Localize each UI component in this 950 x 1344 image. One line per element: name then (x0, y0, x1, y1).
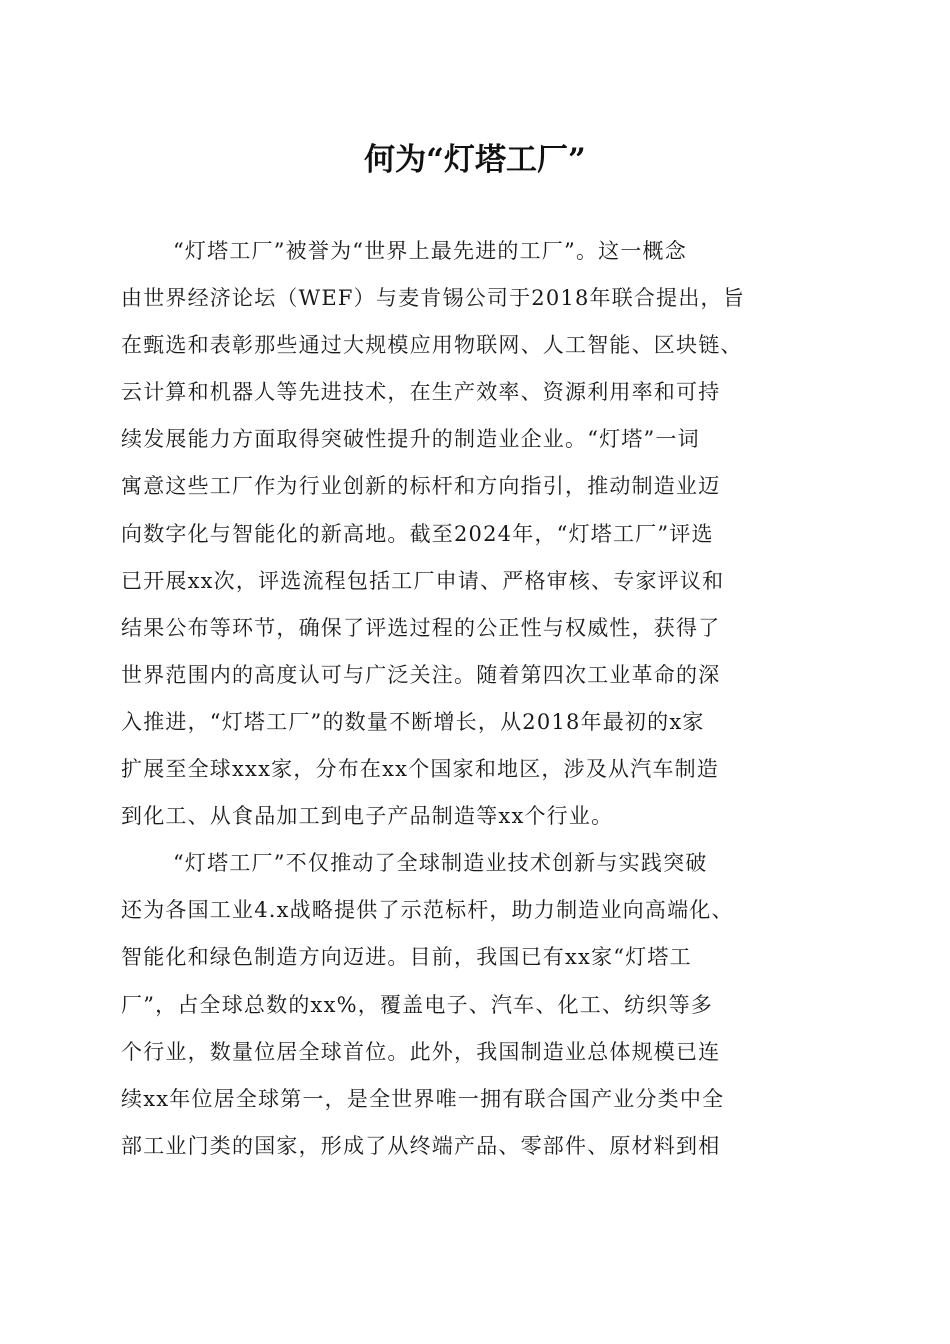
paragraph-line: “灯塔工厂”被誉为“世界上最先进的工厂”。这一概念 (173, 239, 687, 263)
paragraph-line: 向数字化与智能化的新高地。截至2024年，“灯塔工厂”评选 (121, 521, 714, 546)
paragraph-line: 个行业，数量位居全球首位。此外，我国制造业总体规模已连 (121, 1039, 721, 1064)
document-title: 何为“灯塔工厂” (364, 142, 586, 178)
paragraph-line: 寓意这些工厂作为行业创新的标杆和方向指引，推动制造业迈 (121, 474, 721, 499)
paragraph-line: 世界范围内的高度认可与广泛关注。随着第四次工业革命的深 (121, 662, 721, 687)
paragraph-line: 入推进，“灯塔工厂”的数量不断增长，从2018年最初的x家 (121, 709, 705, 734)
paragraph-line: 云计算和机器人等先进技术，在生产效率、资源利用率和可持 (121, 380, 721, 405)
paragraph-line: “灯塔工厂”不仅推动了全球制造业技术创新与实践突破 (173, 851, 708, 876)
paragraph-line: 由世界经济论坛（WEF）与麦肯锡公司于2018年联合提出，旨 (121, 286, 745, 311)
paragraph-line: 已开展xx次，评选流程包括工厂申请、严格审核、专家评议和 (121, 568, 725, 593)
document-body (121, 228, 841, 1170)
paragraph-line: 到化工、从食品加工到电子产品制造等xx个行业。 (121, 804, 614, 829)
paragraph-line: 部工业门类的国家，形成了从终端产品、零部件、原材料到相 (121, 1133, 721, 1158)
paragraph-line: 结果公布等环节，确保了评选过程的公正性与权威性，获得了 (121, 615, 721, 640)
paragraph-line: 扩展至全球xxx家，分布在xx个国家和地区，涉及从汽车制造 (121, 757, 720, 782)
paragraph-line: 续发展能力方面取得突破性提升的制造业企业。“灯塔”一词 (121, 427, 700, 452)
paragraph-line: 厂”，占全球总数的xx%，覆盖电子、汽车、化工、纺织等多 (121, 992, 713, 1017)
paragraph-2 (121, 840, 841, 1170)
paragraph-line: 还为各国工业4.x战略提供了示范标杆，助力制造业向高端化、 (121, 898, 734, 923)
paragraph-1 (121, 228, 841, 840)
paragraph-line: 续xx年位居全球第一，是全世界唯一拥有联合国产业分类中全 (121, 1086, 725, 1111)
paragraph-line: 智能化和绿色制造方向迈进。目前，我国已有xx家“灯塔工 (121, 945, 692, 970)
paragraph-line: 在甄选和表彰那些通过大规模应用物联网、人工智能、区块链、 (121, 333, 743, 358)
